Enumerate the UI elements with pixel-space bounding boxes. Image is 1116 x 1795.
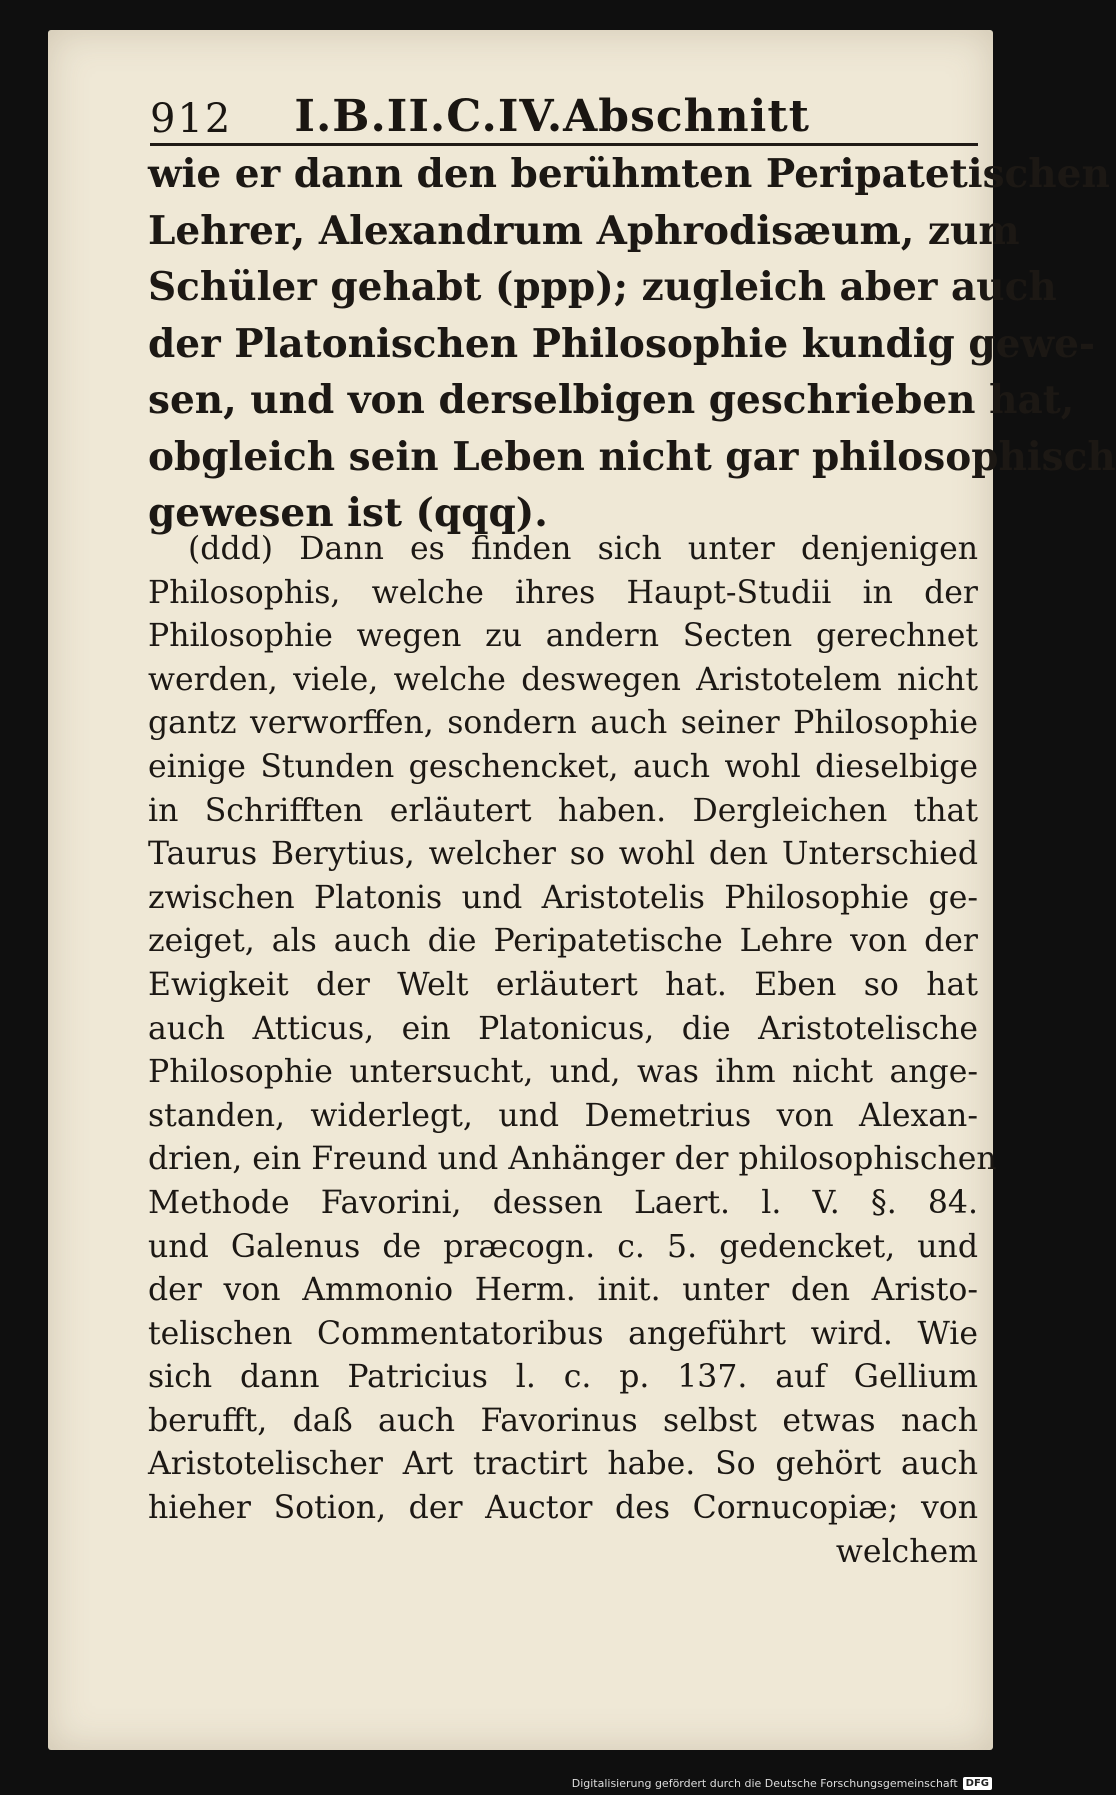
footnote-line: der von Ammonio Herm. init. unter den Aristo- bbox=[148, 1272, 978, 1309]
footnote-line: zwischen Platonis und Aristotelis Philosophie ge- bbox=[148, 879, 978, 916]
footnote-line: hieher Sotion, der Auctor des Cornucopiæ; von bbox=[148, 1490, 978, 1527]
main-text-line: wie er dann den berühmten Peripatetischen bbox=[148, 151, 1110, 197]
main-text-line: der Platonischen Philosophie kundig gewe- bbox=[148, 320, 1096, 367]
main-text-line: sen, und von derselbigen geschrieben hat, bbox=[148, 377, 1075, 423]
footnote-line: (ddd) Dann es finden sich unter denjenigen bbox=[188, 531, 978, 567]
dfg-logo: DFG bbox=[963, 1777, 992, 1790]
footnote-line: standen, widerlegt, und Demetrius von Alexan- bbox=[148, 1097, 978, 1134]
page-number: 912 bbox=[150, 96, 233, 142]
footnote-line: und Galenus de præcogn. c. 5. gedencket, und bbox=[148, 1228, 978, 1265]
footnote-block bbox=[148, 528, 997, 1574]
credit-text: Digitalisierung gefördert durch die Deutsche Forschungsgemeinschaft bbox=[571, 1777, 958, 1790]
footnote-line: berufft, daß auch Favorinus selbst etwas nach bbox=[148, 1402, 978, 1439]
page-header bbox=[150, 72, 980, 142]
footnote-line: sich dann Patricius l. c. p. 137. auf Gellium bbox=[148, 1359, 978, 1396]
footnote-line: werden, viele, welche deswegen Aristotelem nicht bbox=[148, 661, 978, 698]
footnote-line: Philosophie untersucht, und, was ihm nicht ange- bbox=[148, 1054, 978, 1091]
main-text-line: Lehrer, Alexandrum Aphrodisæum, zum bbox=[148, 207, 1020, 254]
main-text-line: Schüler gehabt (ppp); zugleich aber auch bbox=[148, 264, 1057, 310]
footnote-line: Ewigkeit der Welt erläutert hat. Eben so hat bbox=[148, 966, 978, 1003]
footnote-line: Philosophis, welche ihres Haupt-Studii in der bbox=[148, 574, 978, 611]
digitization-credit bbox=[572, 1777, 992, 1790]
footnote-line: drien, ein Freund und Anhänger der philosophischen bbox=[148, 1141, 997, 1178]
footnote-line: Taurus Berytius, welcher so wohl den Unterschied bbox=[148, 836, 978, 873]
main-text-block bbox=[148, 146, 1116, 542]
footnote-line: Philosophie wegen zu andern Secten gerechnet bbox=[148, 618, 978, 655]
footnote-line: telischen Commentatoribus angeführt wird. Wie bbox=[148, 1315, 978, 1352]
footnote-line: zeiget, als auch die Peripatetische Lehre von der bbox=[148, 923, 978, 960]
footnote-line: einige Stunden geschencket, auch wohl dieselbige bbox=[148, 748, 978, 785]
footnote-line: auch Atticus, ein Platonicus, die Aristotelische bbox=[148, 1010, 978, 1047]
main-text-line: gewesen ist (qqq). bbox=[148, 490, 548, 536]
footnote-line: gantz verworffen, sondern auch seiner Philosophie bbox=[148, 705, 978, 742]
footnote-line: Methode Favorini, dessen Laert. l. V. §. 84. bbox=[148, 1184, 978, 1221]
main-text-line: obgleich sein Leben nicht gar philosophisch bbox=[148, 433, 1116, 480]
catchword: welchem bbox=[835, 1533, 978, 1570]
footnote-line: in Schrifften erläutert haben. Dergleichen that bbox=[148, 792, 978, 829]
running-head: I.B.II.C.IV.Abschnitt bbox=[294, 91, 810, 142]
footnote-line: Aristotelischer Art tractirt habe. So gehört auch bbox=[148, 1446, 978, 1483]
